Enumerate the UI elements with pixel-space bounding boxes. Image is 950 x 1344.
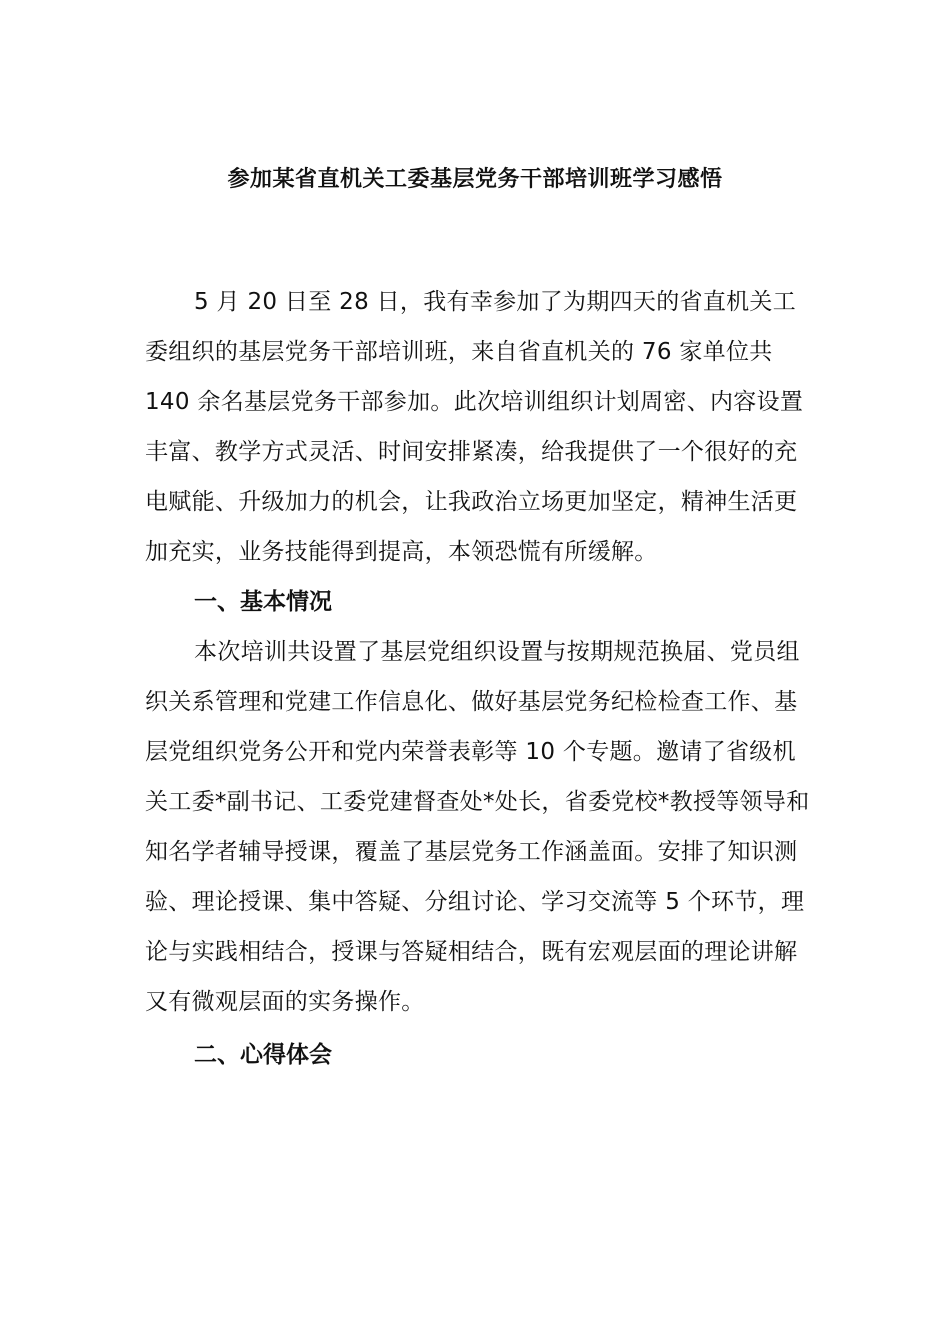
section-heading-experience: 二、心得体会 (194, 1042, 332, 1068)
section-one-paragraph: 本次培训共设置了基层党组织设置与按期规范换届、党员组织关系管理和党建工作信息化、做好基层党务纪检检查工作、基层党组织党务公开和党内荣誉表彰等 10 个专题。邀请了省级机关工委*副书记、工委党建督查处*处长，省委党校*教授等领导和知名学者辅导授课，覆盖了基层党务工作涵盖面。安排了知识测验、理论授课、集中答疑、分组讨论、学习交流等 5 个环节，理论与实践相结合，授课与答疑相结合，既有宏观层面的理论讲解又有微观层面的实务操作。 (145, 639, 810, 1015)
intro-paragraph: 5 月 20 日至 28 日，我有幸参加了为期四天的省直机关工委组织的基层党务干部培训班，来自省直机关的 76 家单位共 140 余名基层党务干部参加。此次培训组织计划周密、内容设置丰富、教学方式灵活、时间安排紧凑，给我提供了一个很好的充电赋能、升级加力的机会，让我政治立场更加坚定，精神生活更加充实，业务技能得到提高，本领恐慌有所缓解。 (145, 289, 804, 565)
document-body (145, 277, 810, 1080)
section-heading-basic-situation: 一、基本情况 (194, 589, 332, 615)
document-title: 参加某省直机关工委基层党务干部培训班学习感悟 (227, 167, 723, 192)
